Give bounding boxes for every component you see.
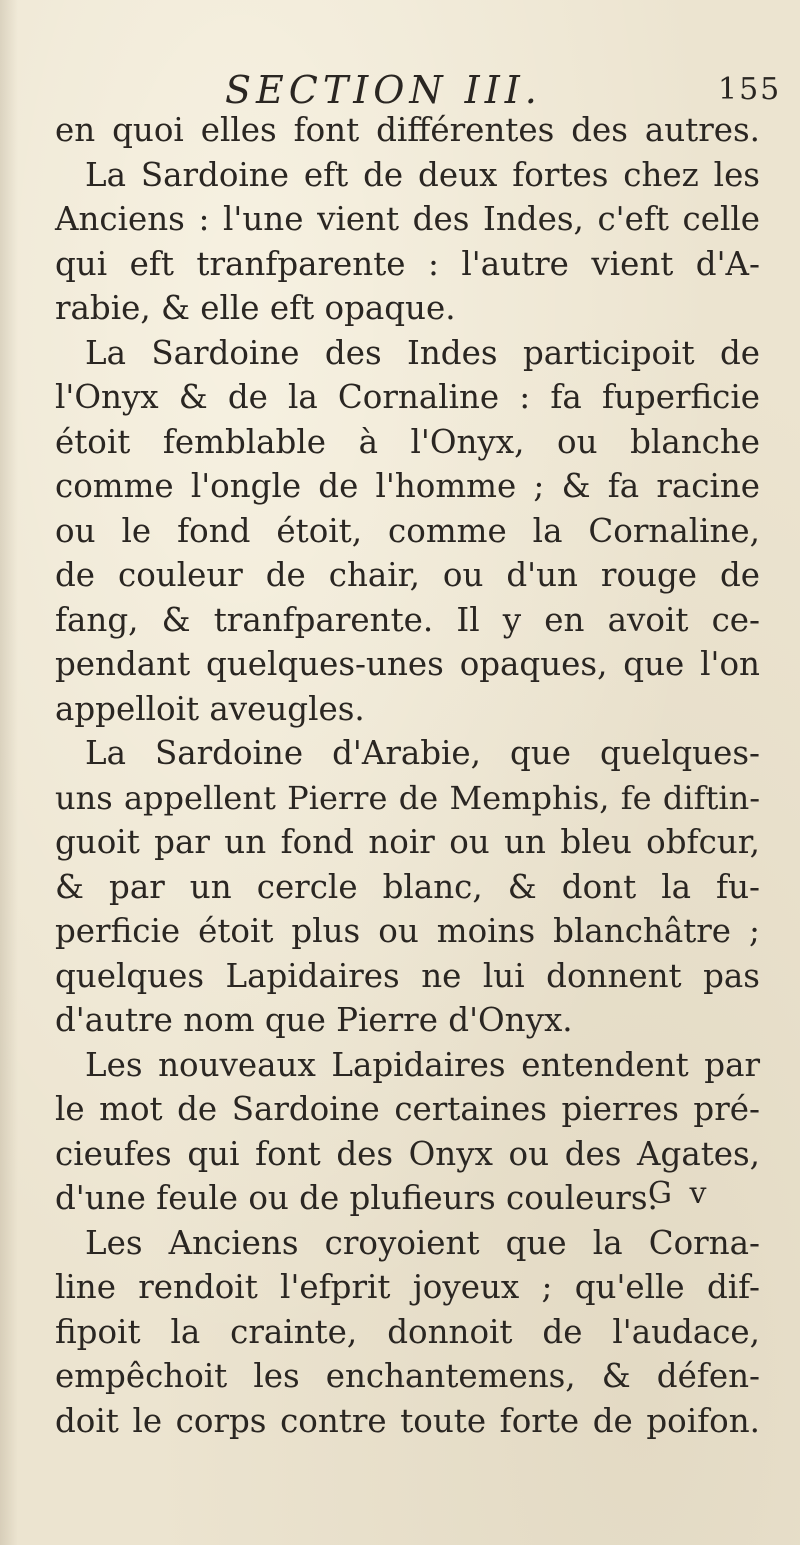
text-line: l'Onyx & de la Cornaline : fa fuperficie bbox=[55, 378, 760, 416]
text-line: comme l'ongle de l'homme ; & fa racine bbox=[55, 467, 760, 505]
body-text bbox=[55, 108, 760, 1443]
page-number: 155 bbox=[718, 72, 782, 107]
text-line: Anciens : l'une vient des Indes, c'eft celle bbox=[55, 200, 760, 238]
text-line: empêchoit les enchantemens, & défen- bbox=[55, 1357, 760, 1395]
text-line: de couleur de chair, ou d'un rouge de bbox=[55, 556, 760, 594]
text-line: en quoi elles font différentes des autres. bbox=[55, 111, 760, 149]
text-line: étoit femblable à l'Onyx, ou blanche bbox=[55, 422, 760, 461]
text-line: quelques Lapidaires ne lui donnent pas bbox=[55, 956, 760, 995]
text-line: fipoit la crainte, donnoit de l'audace, bbox=[55, 1312, 760, 1351]
signature-mark: G v bbox=[648, 1176, 711, 1211]
text-line: rabie, & elle eft opaque. bbox=[55, 289, 456, 327]
running-head bbox=[0, 66, 800, 114]
text-line: guoit par un fond noir ou un bleu obfcur, bbox=[55, 823, 760, 861]
text-line: d'autre nom que Pierre d'Onyx. bbox=[55, 1001, 573, 1039]
text-line: qui eft tranfparente : l'autre vient d'A- bbox=[55, 244, 760, 283]
page-fold-shadow bbox=[0, 0, 18, 1545]
text-line: ou le fond étoit, comme la Cornaline, bbox=[55, 511, 760, 550]
text-line: appelloit aveugles. bbox=[55, 689, 365, 728]
text-line: Les nouveaux Lapidaires entendent par bbox=[85, 1045, 760, 1084]
text-line: fang, & tranfparente. Il y en avoit ce- bbox=[55, 600, 760, 639]
text-line: La Sardoine d'Arabie, que quelques- bbox=[85, 734, 760, 772]
text-line: & par un cercle blanc, & dont la fu- bbox=[55, 867, 760, 906]
text-line: La Sardoine eft de deux fortes chez les bbox=[85, 155, 760, 194]
text-line: uns appellent Pierre de Memphis, fe diftin- bbox=[55, 778, 760, 817]
text-line: perficie étoit plus ou moins blanchâtre ; bbox=[55, 912, 760, 950]
text-line: doit le corps contre toute forte de poifon. bbox=[55, 1401, 760, 1440]
text-line: line rendoit l'efprit joyeux ; qu'elle dif- bbox=[55, 1268, 760, 1306]
text-line: Les Anciens croyoient que la Corna- bbox=[85, 1223, 760, 1262]
text-line: La Sardoine des Indes participoit de bbox=[85, 333, 760, 372]
running-title: SECTION III. bbox=[225, 68, 542, 112]
text-line: d'une feule ou de plufieurs couleurs. bbox=[55, 1179, 658, 1217]
text-line: pendant quelques-unes opaques, que l'on bbox=[55, 645, 760, 683]
text-line: le mot de Sardoine certaines pierres pré- bbox=[55, 1090, 760, 1128]
text-line: cieufes qui font des Onyx ou des Agates, bbox=[55, 1134, 760, 1173]
